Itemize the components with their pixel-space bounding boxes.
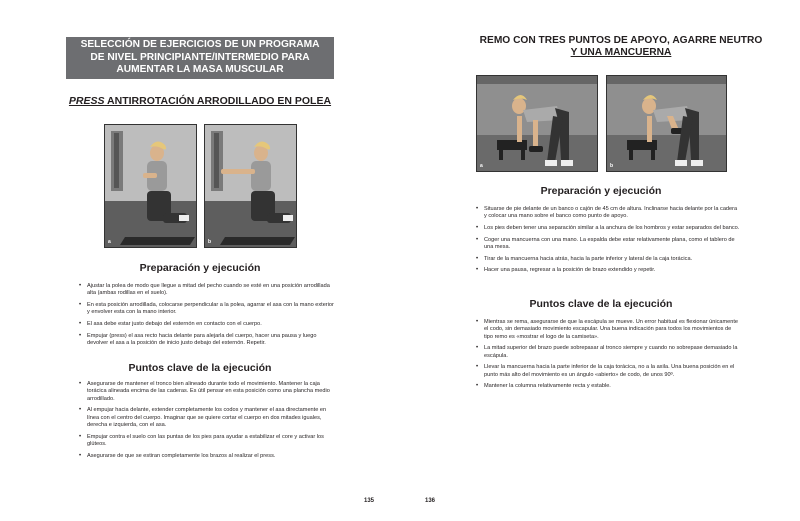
- list-item: • Mientras se rema, asegurarse de que la escápula se mueve. Un error habitual es flexionar únicamente el codo, sin demasiado movimiento escapular. Una buena indicación para todos los movimientos de tipo remo es «mostrar el logo de la camiseta».: [475, 319, 741, 341]
- photo-label: b: [610, 163, 614, 169]
- list-item: • Empujar (press) el asa recto hacia delante para alejarla del cuerpo, hacer una pausa y luego devolver el asa a la posición de inicio justo debajo del esternón. Repetir.: [78, 333, 334, 348]
- photo-label: a: [108, 239, 111, 245]
- photo-kneeling-press-a: [104, 124, 197, 248]
- list-item: • Hacer una pausa, regresar a la posición de brazo extendido y repetir.: [475, 267, 741, 274]
- exercise-title-right: [476, 35, 766, 58]
- list-item: • Empujar contra el suelo con las puntas de los pies para ayudar a estabilizar el core y activar los glúteos.: [78, 434, 334, 449]
- photo-label: b: [208, 239, 212, 245]
- photo-label: a: [480, 163, 483, 169]
- page-number-right: 136: [425, 498, 436, 504]
- prep-list-right: [475, 206, 741, 279]
- list-item: • Asegurarse de que se estiran completamente los brazos al realizar el press.: [78, 453, 334, 460]
- banner-line: AUMENTAR LA MASA MUSCULAR: [116, 64, 284, 75]
- photo-dumbbell-row-a: [476, 75, 598, 172]
- list-item: • Coger una mancuerna con una mano. La espalda debe estar relativamente plana, como el tablero de una mesa.: [475, 237, 741, 252]
- keys-list-right: [475, 319, 741, 395]
- exercise-title: [66, 95, 334, 107]
- list-item: • Asegurarse de mantener el tronco bien alineado durante todo el movimiento. Mantener la caja torácica alineada encima de las caderas. Es útil pensar en esta posición como una plancha medio arrodillado.: [78, 381, 334, 403]
- prep-heading-right: Preparación y ejecución: [540, 185, 662, 197]
- keys-heading: Puntos clave de la ejecución: [128, 362, 272, 374]
- banner-line: SELECCIÓN DE EJERCICIOS DE UN PROGRAMA: [80, 39, 320, 50]
- list-item: • La mitad superior del brazo puede sobrepasar al tronco siempre y cuando no sobrepase demasiado la escápula.: [475, 345, 741, 360]
- list-item: • En esta posición arrodillada, colocarse perpendicular a la polea, agarrar el asa con la mano exterior y envolver esta con la mano interior.: [78, 302, 334, 317]
- list-item: • El asa debe estar justo debajo del esternón en contacto con el cuerpo.: [78, 321, 334, 328]
- list-item: • Llevar la mancuerna hacia la parte inferior de la caja torácica, no a la axila. Una buena posición en el punto más alto del movimiento es un ángulo «abierto» de codo, de unos 90º.: [475, 364, 741, 379]
- keys-heading-right: Puntos clave de la ejecución: [529, 298, 673, 310]
- title-line: Y UNA MANCUERNA: [570, 46, 672, 58]
- exercise-title-italic: PRESS: [68, 95, 105, 107]
- exercise-title-rest: ANTIRROTACIÓN ARRODILLADO EN POLEA: [104, 95, 332, 107]
- section-banner: [66, 37, 334, 79]
- prep-heading: Preparación y ejecución: [139, 262, 261, 274]
- photo-dumbbell-row-b: [606, 75, 727, 172]
- prep-list: [78, 283, 334, 352]
- title-line: REMO CON TRES PUNTOS DE APOYO, AGARRE NEUTRO: [479, 35, 763, 46]
- list-item: • Tirar de la mancuerna hacia atrás, hacia la parte inferior y lateral de la caja torácica.: [475, 256, 741, 263]
- banner-line: DE NIVEL PRINCIPIANTE/INTERMEDIO PARA: [90, 51, 310, 63]
- list-item: • Mantener la columna relativamente recta y estable.: [475, 383, 741, 390]
- list-item: • Ajustar la polea de modo que llegue a mitad del pecho cuando se esté en una posición arrodillada alta (ambas rodillas en el suelo).: [78, 283, 334, 298]
- list-item: • Al empujar hacia delante, extender completamente los codos y mantener el asa directamente en línea con el centro del cuerpo. Imaginar que se quiere cortar el cuerpo en dos mitades iguales, derecha e izquierda, con el asa.: [78, 407, 334, 429]
- photo-kneeling-press-b: [204, 124, 297, 248]
- page-number: 135: [364, 498, 375, 504]
- keys-list: [78, 381, 334, 464]
- list-item: • Situarse de pie delante de un banco o cajón de 45 cm de altura. Inclinarse hacia delante por la cadera y colocar una mano sobre el banco como punto de apoyo.: [475, 206, 741, 221]
- list-item: • Los pies deben tener una separación similar a la anchura de los hombros y estar separados del banco.: [475, 225, 741, 232]
